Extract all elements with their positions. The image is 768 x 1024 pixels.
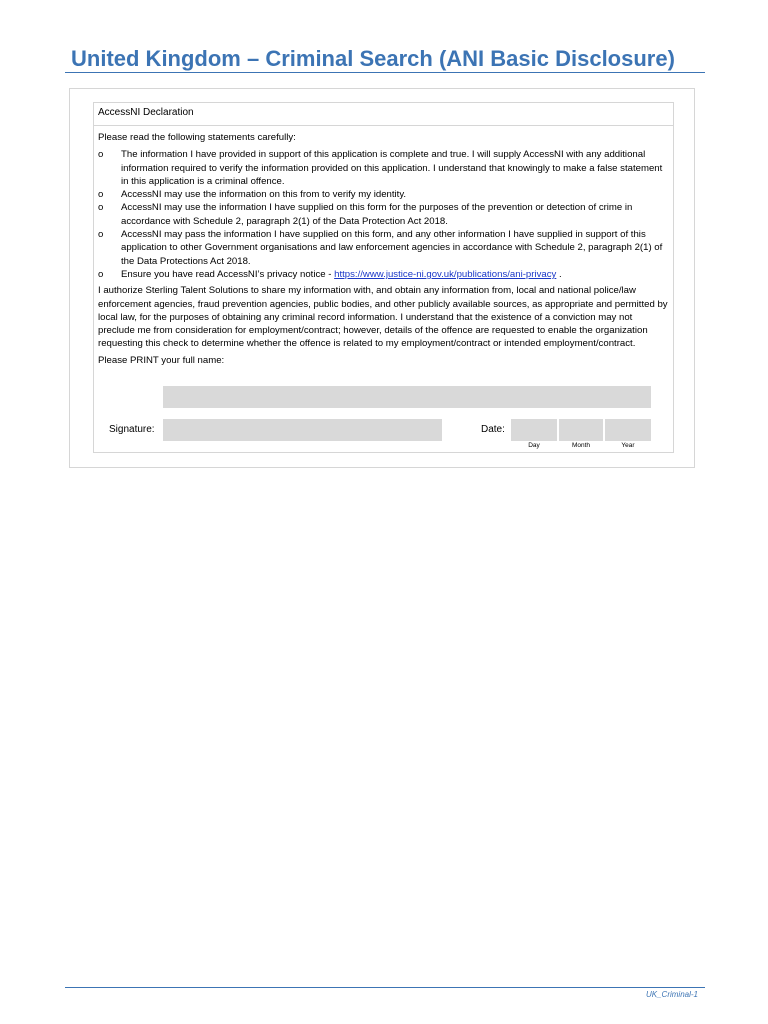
bullet-icon: o — [98, 229, 104, 241]
date-year-field[interactable] — [605, 419, 651, 441]
statement-item — [98, 228, 670, 268]
section-title: AccessNI Declaration — [93, 102, 674, 126]
print-name-label: Please PRINT your full name: — [98, 354, 225, 366]
statement-text: AccessNI may use the information I have supplied on this form for the purposes of the prevention or detection of crime in accordance with Schedule 2, paragraph 2(1) of the Data Protection Act 2018. — [121, 202, 633, 227]
statement-item — [98, 188, 670, 201]
authorization-text: I authorize Sterling Talent Solutions to share my information with, and obtain any information from, local and national police/law enforcement agencies, fraud prevention agencies, public bodies, and other publicly available sources, as appropriate and permitted by local law, for the purposes of obtaining any criminal record information. I understand that the existence of a conviction may not preclude me from consideration for employment/contract; however, details of the offence are requested to enable the organization requesting this check to determine whether the offence is related to my employment/contract or intended employment/contract. — [98, 285, 668, 350]
statement-item — [98, 148, 670, 188]
privacy-notice-link[interactable]: https://www.justice-ni.gov.uk/publications/ani-privacy — [334, 268, 557, 280]
page-title: United Kingdom – Criminal Search (ANI Basic Disclosure) — [71, 46, 675, 71]
statement-text: AccessNI may use the information on this from to verify my identity. — [121, 189, 407, 201]
declaration-content — [98, 131, 670, 367]
day-caption: Day — [528, 442, 540, 449]
statement-item-privacy — [98, 268, 670, 281]
privacy-suffix: . — [556, 268, 562, 280]
date-day-field[interactable] — [511, 419, 557, 441]
statement-list — [98, 148, 670, 281]
statement-item — [98, 201, 670, 228]
intro-text: Please read the following statements carefully: — [98, 132, 296, 143]
bullet-icon: o — [98, 202, 104, 214]
date-label: Date: — [481, 424, 505, 435]
footer-page-label: UK_Criminal-1 — [645, 990, 698, 999]
footer-divider — [65, 987, 705, 988]
title-divider — [65, 72, 705, 73]
signature-field[interactable] — [163, 419, 442, 441]
privacy-prefix: Ensure you have read AccessNI’s privacy notice - — [121, 268, 335, 280]
month-caption: Month — [571, 442, 591, 449]
full-name-field[interactable] — [163, 386, 651, 408]
bullet-icon: o — [98, 268, 104, 280]
statement-text: The information I have provided in support of this application is complete and true. I will supply AccessNI with any additional information required to verify the information provided on this application. I understand that knowingly to make a false statement in this application is a criminal offence. — [121, 149, 663, 187]
bullet-icon: o — [98, 149, 104, 161]
signature-label: Signature: — [109, 424, 155, 435]
year-caption: Year — [621, 442, 635, 449]
bullet-icon: o — [98, 189, 104, 201]
date-month-field[interactable] — [559, 419, 603, 441]
statement-text: AccessNI may pass the information I have supplied on this form, and any other information I have supplied in support of this application to other Government organisations and law enforcement agencies in accordance with Schedule 2, paragraph 2(1) of the Data Protections Act 2018. — [121, 229, 663, 267]
